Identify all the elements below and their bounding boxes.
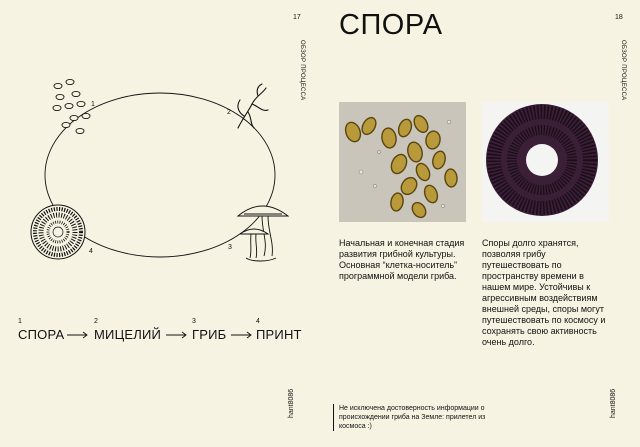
- stage-number: 1: [18, 318, 22, 325]
- life-cycle-diagram: [0, 0, 320, 300]
- arrow-right-icon: [166, 331, 188, 339]
- page-number-right: 18: [615, 14, 623, 21]
- arrow-right-icon: [231, 331, 253, 339]
- spore-print-icon: [31, 205, 85, 259]
- spores-microscope-photo: [339, 102, 466, 222]
- cycle-number-1: 1: [91, 101, 95, 108]
- side-label-left: ОБЗОР ПРОЦЕССА: [299, 40, 305, 101]
- footnote: Не исключена достоверность информации о происхождении гриба на Земле: прилетел из космоса :): [333, 404, 499, 431]
- detail-paragraph: Споры долго хранятся, позволяя грибу путешествовать по пространству времени в нашем мире. Устойчивы к агрессивным воздействиям внешней среды, споры могут путешествовать по космосу и сохранять свою активность очень долго.: [482, 238, 606, 347]
- arrow-right-icon: [67, 331, 89, 339]
- cycle-number-4: 4: [89, 248, 93, 255]
- stage-label: МИЦЕЛИЙ: [94, 327, 162, 342]
- mycelium-icon: [238, 84, 268, 128]
- stage-label: СПОРА: [18, 327, 65, 342]
- spore-print-photo: [482, 102, 609, 222]
- spores-icon: [53, 79, 90, 133]
- intro-paragraph: Начальная и конечная стадия развития грибной культуры. Основная “клетка-носитель” программной модели гриба.: [339, 238, 465, 281]
- stage-label: ГРИБ: [192, 327, 227, 342]
- brand-left: hant8086: [288, 388, 295, 418]
- stage-sequence: [18, 318, 308, 348]
- page-title: СПОРА: [339, 9, 443, 41]
- stage-number: 2: [94, 318, 98, 325]
- stage-mycelium: [94, 318, 161, 342]
- stage-number: 3: [192, 318, 196, 325]
- stage-print: [256, 318, 302, 342]
- stage-label: ПРИНТ: [256, 327, 302, 342]
- right-page: [320, 0, 640, 447]
- brand-right: hant8086: [610, 388, 617, 418]
- page-number-left: 17: [293, 14, 301, 21]
- mushroom-icon: [238, 206, 288, 261]
- stage-number: 4: [256, 318, 260, 325]
- side-label-right: ОБЗОР ПРОЦЕССА: [620, 40, 626, 101]
- stage-spore: [18, 318, 64, 342]
- cycle-number-3: 3: [228, 244, 232, 251]
- stage-mushroom: [192, 318, 226, 342]
- cycle-number-2: 2: [227, 109, 231, 116]
